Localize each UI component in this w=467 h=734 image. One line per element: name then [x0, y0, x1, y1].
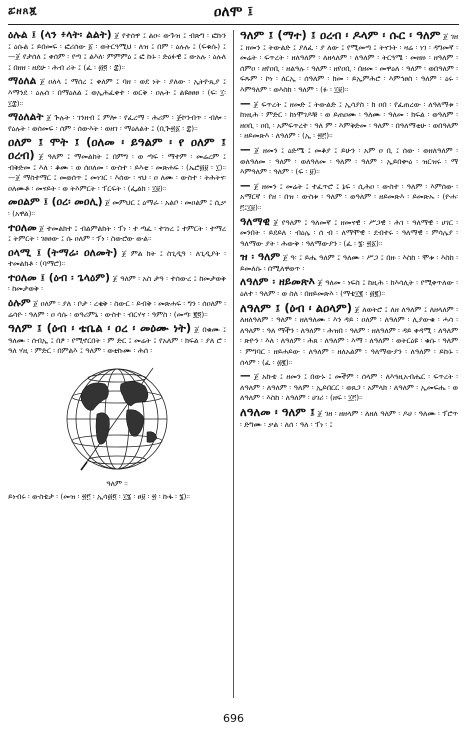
entry-headword: ለዓለመ ፡ ዓለም ፤ — [240, 405, 315, 419]
globe-caption: ዓለም ። — [106, 479, 128, 489]
entry-body: ጀ አኩቴ ፤ ዘመን ፤ በውኑ ፤ መችም ፡ ሰላም ፡ ለእጓዚአብሔር ፡ ፍጥረት ፡ ለዓለም ፡ ለዓለም ፡ ዓለም ፡ ኢይበርር ፡ ወጸጋ ፡ አምላክ ፡ ለዓለም ፡ ኢመፍሔ ፡ ወ ለዓለም ፡ እስከ ፡ ለዓለም ፡ ሀገሪ ፡ (ዘፍ ፡ ፲፫)። — [240, 372, 458, 403]
entry — [8, 273, 226, 295]
entry — [8, 112, 226, 134]
entry-body: ጀ ገዘ ፡ ዘዘላም ፡ ለዘለ ዓለም ፡ ዶሀ ፡ ዓለሙ ፡ ፕሮጥ ፡ ድግሙ ፡ ቃል ፡ ለሰ ፡ ዓለ ፡ ፕነ ፡ ፤ — [240, 409, 458, 429]
entry-body: ጀ ተመልክተ ፤ ብልምልክት ፡ ፕነ ፡ ተ ጣፈ ፡ ተገነረ ፤ ተምርት ፡ ተማረ ፤ ትምርት ፡ ገፀፀው ፤ ሱ ዐለም ፡ ፕነ ፡ ስውሮው ውል። — [8, 223, 226, 244]
entry — [8, 323, 226, 357]
entry — [240, 252, 458, 274]
entry — [8, 248, 226, 270]
entry-headword: ተዐለመ — [8, 221, 37, 234]
entry-headword: — — [240, 179, 251, 192]
entry-headword: ዕሉል ፤ (ላን ፥ላት፡ ልልት) — [8, 30, 112, 41]
entry-body: ጀ ጕሉት ፡ ገንዘብ ፤ ምሎ ፡ የፈረማ ፡ ሕሪም ፡ ጅኮንብጥ ፡ ብሎ ፡ የዕሉት ፡ ወሰመፍ ፡ ሰም ፡ ሰውእት ፡ ወዘገ ፡ ማዕለልት ፤ (ቢጕ፳፩ ፡ ፰)። — [8, 113, 226, 133]
entry — [8, 223, 226, 245]
entry-body: ጀ መምህር ፤ ዕማራ ፡ አልቦ ፡ መዐልም ፤ ሲቃ ፡ (አዋል)። — [8, 198, 226, 218]
entry-headword: ዕሉም — [8, 297, 31, 310]
entry-headword: ዐላሚ ፤ (ትማሬ፡ ዐለመት) — [8, 246, 118, 259]
entry — [240, 217, 458, 250]
entry — [240, 145, 458, 178]
entry-headword: — — [240, 97, 251, 110]
entry-headword: — — [240, 143, 251, 156]
entry — [240, 300, 458, 369]
entry-headword: ዓለም ፤ (ማተ) ፤ ዐረብ ፡ ዶላም ፡ ሱር ፡ ዓለም — [240, 30, 441, 42]
entry-body: ጀ ዓ፡ ፤ ይሔ ዓለም ፤ ዓለሙ ፡ ሥጋ ፤ በዙ ፡ እስከ ፡ ሞቱ ፡ እስከ ፡ ይመለሱ ፡ በሚለዋወጥ ፡ — [240, 253, 458, 273]
entry-body: ጀ ዓለም ፤ ማመልከት ፤ በምግ ፡ ወ ጣፍ ፡ ማተም ፡ መሬረም ፤ ብቅድመ ፤ እለ ፡ ቆሙ ፡ ወ ሰዐለመ ፡ ውስተ ፡ ይእቲ ፡ መጽሐፍ ፡ (ኤሮ፴፱ ፡ ፲)። —ጀ ማስተማር ፤ መወሰጥ ፤ መነገር ፡ እሰው ፡ ናህ ፡ ዐ ለሙ ፡ ውስተ ፡ ትሕትና፡ ዐለሙቶ ፡ መናይት ፡ ወ ትእምርት ፡ ፕርፍት ፡ (ፌልክ ፡ ፲፱)። — [8, 151, 226, 193]
entry-headword: መዐልም ፤ (ዐረ፡ መዐሊ) — [8, 196, 103, 209]
header-title: ዐለሞ ፤ — [213, 4, 254, 20]
page-number: 696 — [223, 712, 244, 725]
entry-headword: ማዕለል — [8, 75, 37, 88]
entry-body: ጀ ዘመን ፤ ዕድሜ ፤ መቆያ ፤ ይሁን ፡ አም ዐ ቢ ፤ ሰው ፡ ወዘለዓለም ፡ ወለዓለመ ፡ ዓለም ፡ ወለዓለመ ፡ ዓለም ፡ ዓለም ፡ ኢይበቍዕ ፡ ዝርዝሩ ፡ ማ እምዓለም ፡ ዓለም ፡ (ፍ ፡ ፱)። — [240, 145, 458, 177]
entry — [8, 197, 226, 219]
entry-headword: ዐለም ፤ ሞት ፤ (ዐለመ ፡ ይዓልም ፡ የ ዐለም ፤ ዐረብ) — [8, 135, 226, 162]
entry-body: ጀ ዘመን ፤ መሬት ፤ ተፈጥሮ ፤ ኔፍ ፡ ሲሕዐ ፡ ውስተ ፡ ዓለም ፡ እምሰው ፡ አማርኛ ፡ የዘ ፡ በዝ ፡ ውስቱ ፡ ዓለም ፡ ወዓለም ፡ ዘይመጽእ ፡ ይመጽኡ ፡ (ዮሐ፡ ፫፤፲፱)። — [240, 181, 458, 212]
globe-illustration — [8, 360, 226, 490]
entry-body: ጀ ዐለም ፡ ያለ ፡ ቦታ ፡ ረቂቅ ፡ ስውር ፡ ይብቅ ፡ መጽሐፍ ፡ ግን ፡ ሰዐለም ፡ ሬሳዮ ፡ ዓለም ፡ ዐ ሳሱ ፡ ወዓሪምኒ ፡ ውስተ ፡ ብርሃና ፡ ዓምስ ፡ (መጣ፡ ፪፬)። — [8, 299, 226, 319]
entry-body: ጀ የዓለም ፤ ዓለመኛ ፤ ዘመናዊ ፡ ሥጋዊ ፡ ሕገ ፡ ዓለማዊ ፡ ሀገር ፡ መንበት ፡ ይደይለ ፡ ብዕሌ ፡ ሰ ብ ፡ ለማሞዊ ፡ ደብተሩ ፡ ዓለማዊ ፡ ምሳሌያ ፡ ዓለማው ያት ፡ ሕውቅ ፡ ዓለማውያን ፡ (ፈ ፡ ፮፡ ፳፩)። — [240, 217, 458, 248]
header-rule — [8, 24, 459, 25]
entry-continuation: ይነብሩ ፡ ውስቴታ ፡ (መዝ ፡ ፳፫ ፡ ኢሳ፴፬ ፡ ፲፮ ፡ ፀ፱ ፡ ፳ ፡ ኩፋ ፡ ፮)። — [8, 491, 191, 501]
entry-body: ጀ ፍጥረት ፤ ዘመድ ፤ ትውልድ ፤ ኢሳያስ ፡ ክ ዐበ ፡ የፈጠረው ፡ ለዓለማቱ ፡ ከነዚሕ ፡ ምድር ፡ ከነሞገዶቹ ፡ ወ ይጠዐሙ ፡ ዓለሙ ፡ ዓለመ ፡ ክፍል ፡ ወዓለም ፡ ዘዐቢ ፡ ዐቢ ፡ አምፍጥረተ ፡ ዓለ ም ፡ እምቅድመ ፡ ዓለም ፡ በዓለማቲሁ ፡ ወበዓለም ፡ ዘይመጽእ ፡ ለዓለም ፡ (ኢ ፡ ፳፫)። — [240, 99, 458, 141]
entry-body: ጀ ዓለመ ፡ ነፍስ ፤ ከዚሕ ፡ ከእሳሊት ፡ የሚቀጥለው ፡ ዕለተ ፡ ዓለም ፡ ወ ስለ ፡ በዘይመጽእ ፡ (ማቴ፲፪ ፡ ፴፪)። — [240, 278, 458, 299]
entry — [240, 30, 458, 96]
entry-body: ጀ ዐለላ ፤ ማሰረ ፤ ቀለም ፤ ባዘ ፡ ወደ ነት ፡ ያለው ፡ ኢትዮጲያ ፤ እማንደ ፡ ዕሉሰ ፡ በማዕለል ፤ ወኢሕፈቀተ ፡ ወርቅ ፡ ዐሉት ፤ ልዩፀፀፀ ፡ (ፍ፡ ፲፡ ፲፰)። — [8, 77, 226, 108]
entry — [240, 99, 458, 142]
entry — [8, 30, 226, 73]
entry — [240, 407, 458, 430]
entry-headword: ማዕለልት — [8, 111, 44, 124]
entry-body: ጀ የተሰዋ ፤ ልዑ፡ ውጉዝ ፤ ብጽግ ፡ ፎኩን ፤ ዕሱል ፤ ይበመፍ ፡ ፎሪሰው ፩ ፡ ወትርጓሚህ ፡ ለዝ ፤ በም ፡ ዕሉሉ ፤ (ፍቁሱ) ፤ —ጀ የታሰለ ፤ ቀሰም ፡ የጣ ፤ ልእለ፡ ምምምዕ ፤ ፎ ኩኑ ፡ ድዕፉዊ ፤ ውአሉ ፡ ዕሉለ ፤ በዘዘ ፡ ዘደሁ ፡ ሕብ ሪት ፤ (ፈ ፡ ፴፬ ፡ ፰)። — [8, 31, 226, 72]
entry — [8, 76, 226, 109]
entry-body: ጀ በቁሙ ፤ ዓለሙ ፡ ሰብኢ ፤ በፆ ፡ የሚኖርበት ፡ ም ድር ፤ መሬት ፤ የአለም ፡ ክፍል ፡ ያለ ሮ ፡ ዓለ ሃዚ ፡ ምድር ፡ በምልእ ፤ ዓለም ፡ ወቲኩሙ ፡ ሕሰ ፡ — [8, 325, 226, 356]
entry-headword: ዓለማዊ — [240, 215, 270, 228]
entry — [240, 181, 458, 214]
entry — [8, 298, 226, 320]
right-column — [240, 30, 458, 698]
column-divider — [233, 30, 234, 698]
header-left-mark: ፚዘጸጇ — [8, 6, 38, 17]
entry — [240, 371, 458, 404]
entry-headword: ለዓለም ፤ (ዕብ ፡ ልዐላም) — [240, 300, 352, 315]
entry-headword: ተዐለመ ፤ (ዕብ ፡ ጌላዕም) — [8, 271, 111, 284]
globe-icon — [53, 360, 181, 478]
entry-body: ጀ ዓለም ፡ አስ ታዓ ፡ ተሰውረ ፤ ከመታወቅ ፡ ከመታወቅ ፡ — [8, 273, 226, 294]
entry-body: ጀ ለወትሮ ፤ ለዘ ለዓለም ፤ ለዘላለም ፡ ለዘለዓለም ፡ ዓለም ፡ ዘለዓለሙ ፡ እን ዳይ ፡ ዐለም ፡ ለዓለም ፡ ሊያውቁ ፡ ሓሳ ፡ ለዓለም ፡ ዓለ ማችን ፡ ለዓለም ፡ ሕዝበ ፡ ዓለም ፡ ዘለዓለም ፡ ዳይ ቀዳሚ ፡ ለዓለም ፡ ጽዮን ፡ እለ ፡ ለዓለም ፡ ሕጸ ፡ ለዓለም ፡ እማ ፡ ለዓለም ፡ ወትርዕዩ ፡ ቁሱ ፡ ዓለም ፡ ምግባር ፡ ዘይሐይው ፡ ለዓለም ፡ ዘለአልም ፡ ዓለማውያን ፡ ለዓለም ፡ ይኩኑ ፡ ሰላም ፡ (ፈ ፡ ፴፪)። — [240, 304, 458, 367]
entry-headword: ዝ ፡ ዓለም — [240, 251, 281, 264]
entry-headword: — — [240, 370, 251, 383]
running-header — [8, 4, 459, 26]
entry — [240, 277, 458, 299]
entry-body: ጀ ምል ክት ፤ ስጊዲዓ ፡ ለጊዲያት ፡ ተመልክቶ ፡ (ባማሮ)። — [8, 248, 226, 269]
entry-headword: ለዓለም ፡ ዘይመጽእ — [240, 276, 315, 289]
entry — [8, 137, 226, 194]
left-column — [8, 30, 226, 698]
entry-body: ጀ ገዘ ፤ ዘመን ፤ ትውልድ ፤ ያለፈ ፡ ያ ለው ፤ የሚመጣ ፤ ትናንት ፡ ዛሬ ፡ ነገ ፡ ዳግመኛ ፡ መሬት ፡ ፍጥረት ፡ ዘለዓለም ፡ ለዘላለም ፡ ለዓለም ፡ ትርጓሜ ፡ መዘዙ ፡ ዘዓለም ፡ ሰምዐ ፡ ዘየዐቢ ፡ ዘልዓሉ ፡ ዓለም ፡ ዘየዐቢ ፡ በዘመ ፡ መዋዕለ ፡ ዓለም ፡ ወበዓለም ፡ ፍጹም ፡ ኮነ ፡ ለርኢ ፡ ሰዓለም ፡ ክመ ፡ ይኢምሕሮ ፡ እምኅፀስ ፡ ዓለም ፡ ዕሩ ፡ እምዓለም ፡ ወእስከ ፡ ዓለም ፡ (ፉ ፡ ፲፱)። — [240, 32, 458, 94]
entry-headword: ዓለም ፤ (ዕብ ፡ ቴቤል ፡ ዐረ ፡ መዕሙ ነት) — [8, 321, 192, 336]
